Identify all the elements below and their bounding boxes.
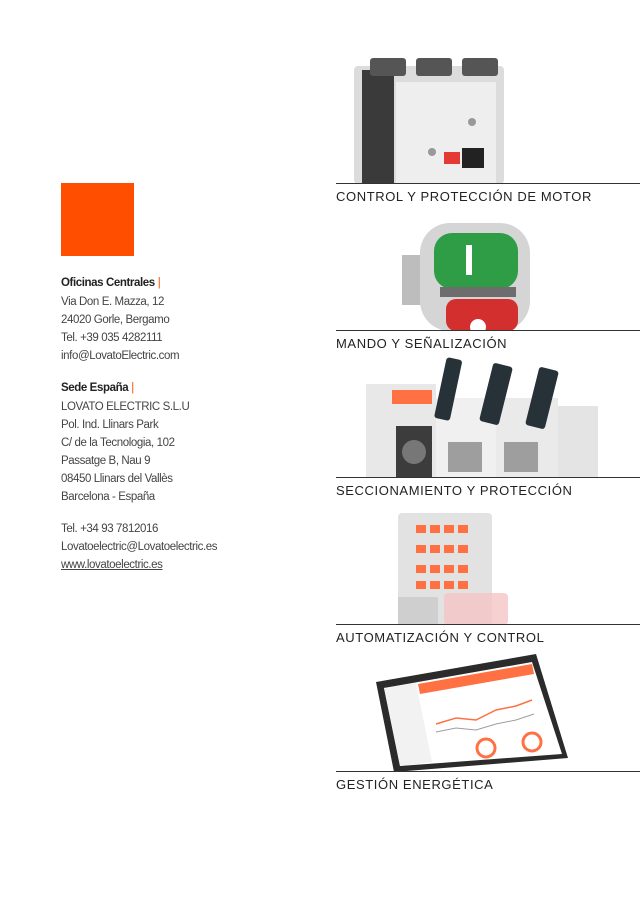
spain-office-street: C/ de la Tecnologia, 102 [61,437,175,449]
divider [336,183,640,184]
head-office-phone: Tel. +39 035 4282111 [61,332,163,344]
contactor-photo [336,56,640,184]
category-motor-control [336,56,640,206]
category-title: SECCIONAMIENTO Y PROTECCIÓN [336,483,573,498]
divider [336,624,640,625]
category-energy-management [336,644,640,794]
category-title: AUTOMATIZACIÓN Y CONTROL [336,630,545,645]
category-disconnection-protection [336,350,640,500]
energy-software-tablet-photo [336,644,640,772]
spain-office-region: Barcelona - España [61,491,155,503]
category-command-signalling [336,203,640,353]
spain-office-passage: Passatge B, Nau 9 [61,455,151,467]
spain-office-phone: Tel. +34 93 7812016 [61,523,158,535]
switch-disconnector-photo [336,350,640,478]
brand-logo-square [61,183,134,256]
category-automation-control [336,497,640,647]
pushbutton-photo [336,203,640,331]
divider [336,477,640,478]
head-office-city: 24020 Gorle, Bergamo [61,314,170,326]
spain-office-park: Pol. Ind. Llinars Park [61,419,159,431]
divider [336,771,640,772]
contact-block [61,274,321,574]
plc-module-photo [336,497,640,625]
website-link[interactable]: www.lovatoelectric.es [61,559,163,571]
head-office-heading: Oficinas Centrales | [61,277,161,289]
head-office-address: Via Don E. Mazza, 12 [61,296,165,308]
spain-office-city: 08450 Llinars del Vallès [61,473,173,485]
category-title: MANDO Y SEÑALIZACIÓN [336,336,508,351]
spain-office-heading: Sede España | [61,382,134,394]
divider [336,330,640,331]
category-title: GESTIÓN ENERGÉTICA [336,777,494,792]
head-office-email[interactable]: info@LovatoElectric.com [61,350,180,362]
spain-office-email[interactable]: Lovatoelectric@Lovatoelectric.es [61,541,218,553]
spain-office-company: LOVATO ELECTRIC S.L.U [61,401,190,413]
category-title: CONTROL Y PROTECCIÓN DE MOTOR [336,189,593,204]
